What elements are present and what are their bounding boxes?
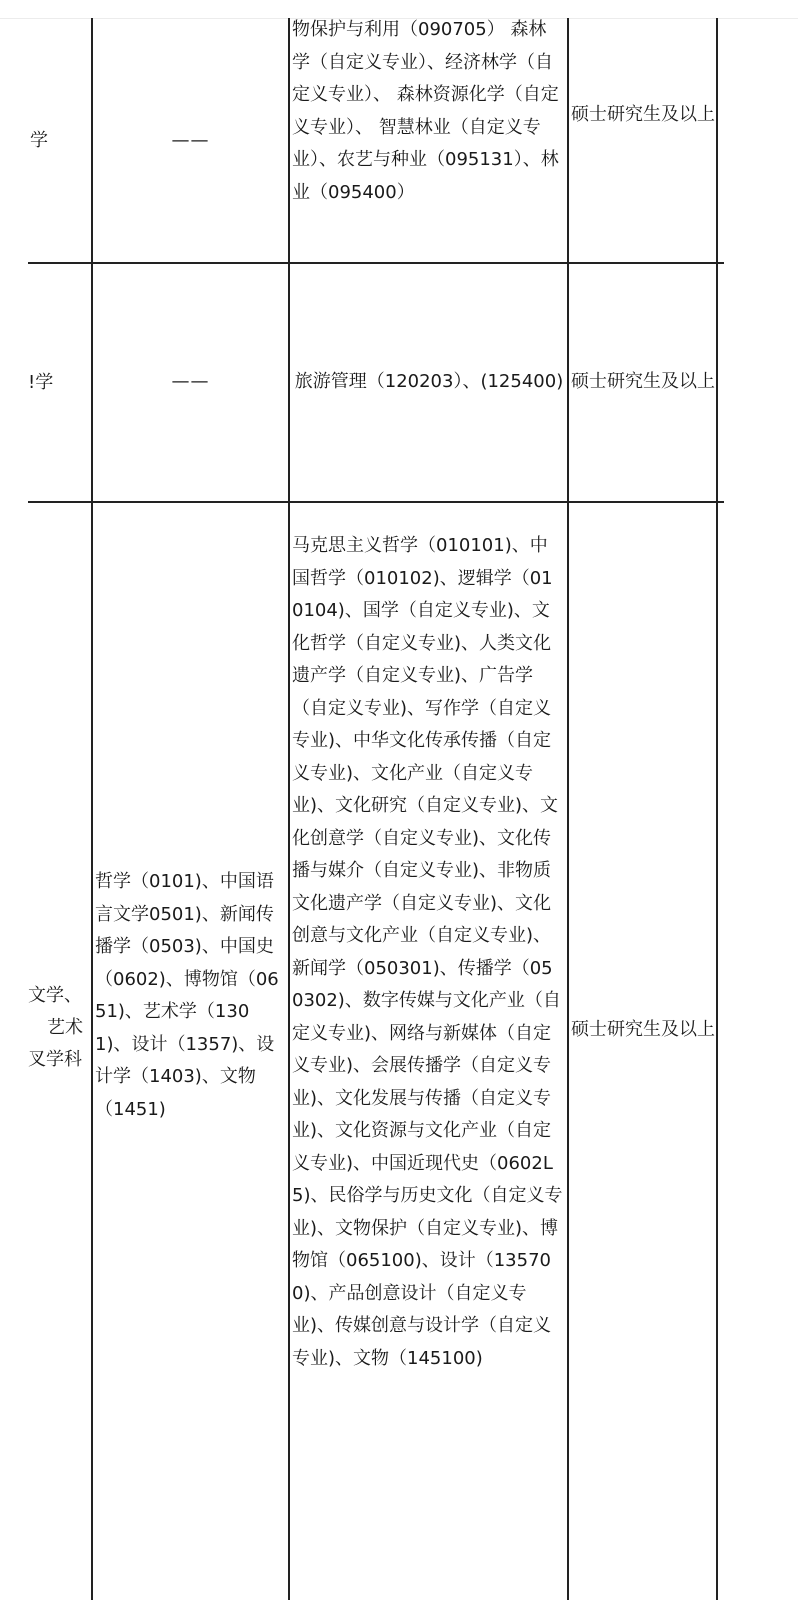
row3-col1-line3: 叉学科 (28, 1049, 82, 1070)
row3-col2-text: 哲学（0101)、中国语言文学0501)、新闻传播学（0503)、中国史（0602)、博物馆（0651)、艺术学（1301)、设计（1357)、设计学（1403)、文物（1451) (95, 871, 279, 1120)
row-divider-2 (28, 501, 724, 503)
row2-col3-cell (292, 264, 566, 501)
row3-col3-text: 马克思主义哲学（010101)、中国哲学（010102)、逻辑学（010104)、国学（自定义专业)、文化哲学（自定义专业)、人类文化遗产学（自定义专业)、广告学（自定义专业)、写作学（自定义专业)、中华文化传承传播（自定义专业)、文化产业（自定义专业)、文化研究（自定义专业)、文化创意学（自定义专业)、文化传播与媒介（自定义专业)、非物质文化遗产学（自定义专业)、文化创意与文化产业（自定义专业)、新闻学（050301)、传播学（050302)、数字传媒与文化产业（自定义专业)、网络与新媒体（自定义专业)、会展传播学（自定义专业)、文化发展与传播（自定义专业)、文化资源与文化产业（自定义专业)、中国近现代史（0602L5)、民俗学与历史文化（自定义专业)、文物保护（自定义专业)、博物馆（065100)、设计（135700)、产品创意设计（自定义专业)、传媒创意与设计学（自定义专业)、文物（145100) (292, 535, 563, 1369)
row2-col2-text: —— (171, 371, 210, 393)
grid-line-col3 (567, 18, 569, 1600)
grid-line-col2 (288, 18, 290, 1600)
row1-col1-text: 学 (30, 130, 48, 151)
row2-col3-text: 旅游管理（120203）、(125400) (294, 371, 564, 393)
row1-col3-text: 物保护与利用（090705） 森林学（自定义专业）、经济林学（自定义专业）、 森林资源化学（自定义专业）、 智慧林业（自定义专业）、农艺与种业（095131）、林业（095400） (292, 19, 559, 203)
row3-col4-text: 硕士研究生及以上 (571, 1018, 715, 1040)
row1-col3-cell (292, 14, 564, 262)
row1-col4-text: 硕士研究生及以上 (571, 103, 715, 125)
row3-col4-cell (571, 995, 715, 1065)
row1-col2-cell (93, 20, 288, 262)
grid-line-col4 (716, 18, 718, 1600)
row2-col4-text: 硕士研究生及以上 (571, 371, 715, 393)
row3-col1-line2: 艺术 (47, 1017, 83, 1038)
row2-col1-cell (0, 264, 89, 501)
row3-col3-cell (292, 530, 564, 1580)
row2-col1-text: !学 (28, 371, 54, 393)
row3-col1-cell (0, 980, 89, 1090)
row1-col4-cell (571, 20, 715, 210)
row1-col2-text: —— (171, 129, 210, 151)
row2-col4-cell (571, 264, 715, 501)
row1-col1-cell (0, 20, 89, 262)
row2-col2-cell (93, 264, 288, 501)
row3-col2-cell (95, 866, 281, 1196)
row3-col1-line1: 文学、 (28, 985, 82, 1006)
